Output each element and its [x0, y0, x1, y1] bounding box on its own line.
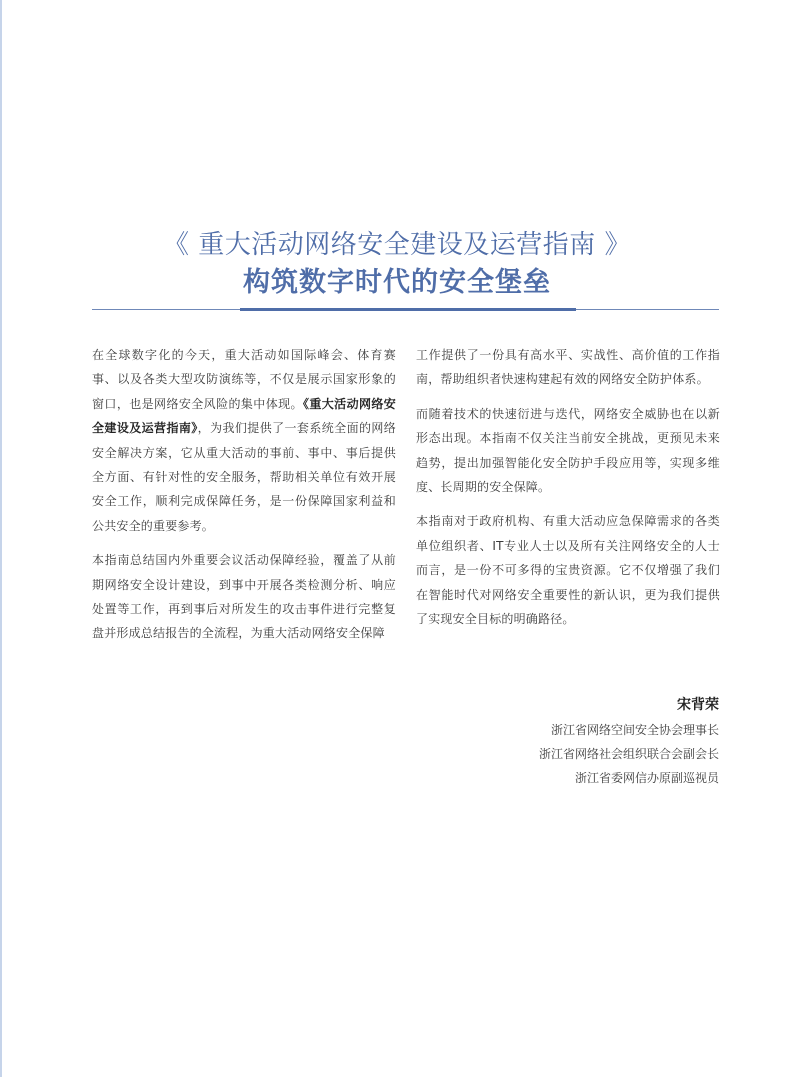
paragraph-3: 工作提供了一份具有高水平、实战性、高价值的工作指南，帮助组织者快速构建起有效的网络安全防护体系。 [416, 348, 720, 387]
paragraph-1-intro: 在全球数字化的今天，重大活动如国际峰会、体育赛事、以及各类大型攻防演练等，不仅是展示国家形象的窗口，也是网络安全风险的集中体现。 [92, 348, 396, 411]
author-title-1: 浙江省网络空间安全协会理事长 [550, 723, 719, 737]
paragraph-1 [92, 343, 396, 538]
signature-block [539, 692, 719, 790]
title-book-name: 《 重大活动网络安全建设及运营指南 》 [162, 230, 632, 260]
page-edge-line [0, 0, 2, 1077]
paragraph-5: 本指南对于政府机构、有重大活动应急保障需求的各类单位组织者、IT专业人士以及所有关注网络安全的人士而言，是一份不可多得的宝贵资源。它不仅增强了我们在智能时代对网络安全重要性的新认识，更为我们提供了实现安全目标的明确路径。 [416, 514, 720, 627]
author-title-2: 浙江省网络社会组织联合会副会长 [538, 747, 719, 761]
paragraph-4: 而随着技术的快速衍进与迭代，网络安全威胁也在以新形态出现。本指南不仅关注当前安全挑战，更预见未来趋势，提出加强智能化安全防护手段应用等，实现多维度、长周期的安全保障。 [416, 406, 720, 495]
text-column-left [92, 343, 396, 656]
author-title-3: 浙江省委网信办原副巡视员 [574, 771, 719, 785]
text-column-right [416, 343, 720, 641]
author-name: 宋背荣 [677, 697, 719, 713]
paragraph-2: 本指南总结国内外重要会议活动保障经验，覆盖了从前期网络安全设计建设，到事中开展各类检测分析、响应处置等工作，再到事后对所发生的攻击事件进行完整复盘并形成总结报告的全流程，为重大活动网络安全保障 [92, 553, 396, 641]
book-title-emphasis: 《重大活动网络安全建设及运营指南》 [92, 396, 396, 436]
title-subtitle: 构筑数字时代的安全堡垒 [243, 267, 551, 298]
paragraph-1-rest: ，为我们提供了一套系统全面的网络安全解决方案，它从重大活动的事前、事中、事后提供全方面、有针对性的安全服务，帮助相关单位有效开展安全工作，顺利完成保障任务，是一份保障国家利益和公共安全的重要参考。 [92, 421, 396, 533]
page-title [0, 226, 794, 302]
title-underline-accent [240, 308, 576, 311]
